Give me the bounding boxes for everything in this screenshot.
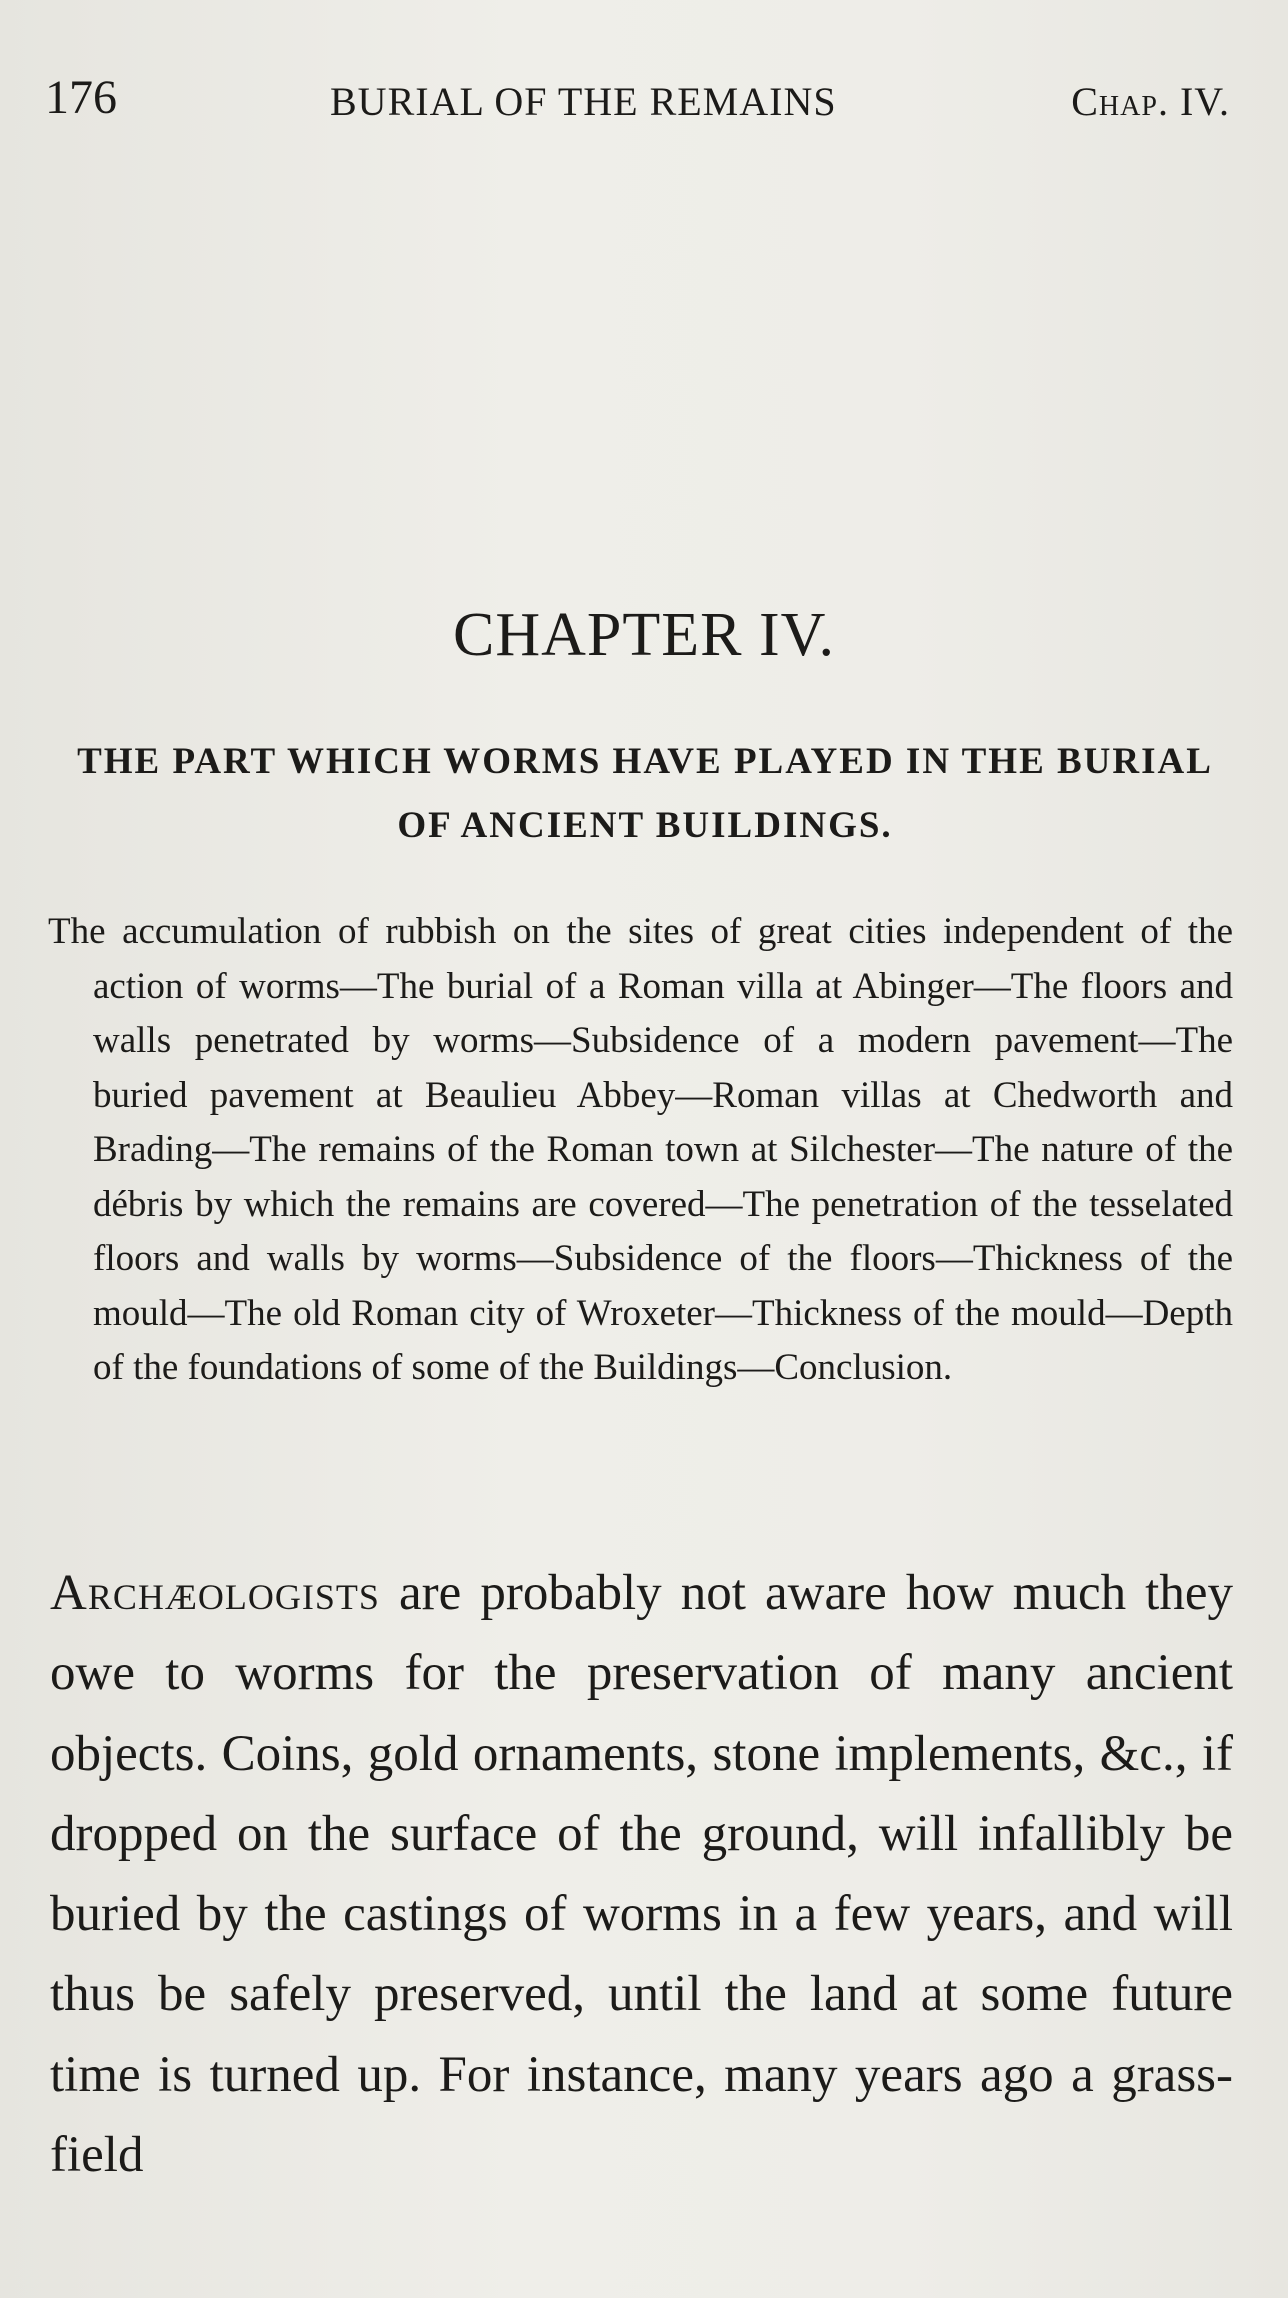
paragraph-text: are probably not aware how much they owe to worms for the preservation of many ancient objects. Coins, gold ornaments, stone implements, &c., if dropped on the surface of the ground, will infallibly be buried by the castings of worms in a few years, and will thus be safely preserved, until the land at some future time is turned up. For instance, many years ago a grass-field <box>50 1565 1233 2184</box>
running-head-title: BURIAL OF THE REMAINS <box>330 79 837 124</box>
page-number: 176 <box>45 71 117 124</box>
synopsis-text: The accumulation of rubbish on the sites of great cities independent of the action of worms—The burial of a Roman villa at Abinger—The floors and walls penetrated by worms—Subsidence of a modern pavement—The buried pavement at Beaulieu Abbey—Roman villas at Chedworth and Brading—The remains of the Roman town at Silchester—The nature of the débris by which the remains are covered—The penetration of the tesselated floors and walls by worms—Subsidence of the floors—Thickness of the mould—The old Roman city of Wroxeter—Thickness of the mould—Depth of the foundations of some of the Buildings—Conclusion. <box>48 911 1233 1388</box>
bleed-through-text: ᅠ <box>1180 190 1240 258</box>
chapter-synopsis <box>48 905 1233 1396</box>
running-head <box>45 70 1230 140</box>
lead-word: Archæologists <box>50 1565 380 1621</box>
running-head-chapter: Chap. IV. <box>1071 79 1230 124</box>
chapter-title: THE PART WHICH WORMS HAVE PLAYED IN THE BURIAL OF ANCIENT BUILDINGS. <box>77 741 1213 846</box>
body-paragraph <box>50 1553 1233 2195</box>
chapter-number: CHAPTER IV. <box>453 601 835 669</box>
